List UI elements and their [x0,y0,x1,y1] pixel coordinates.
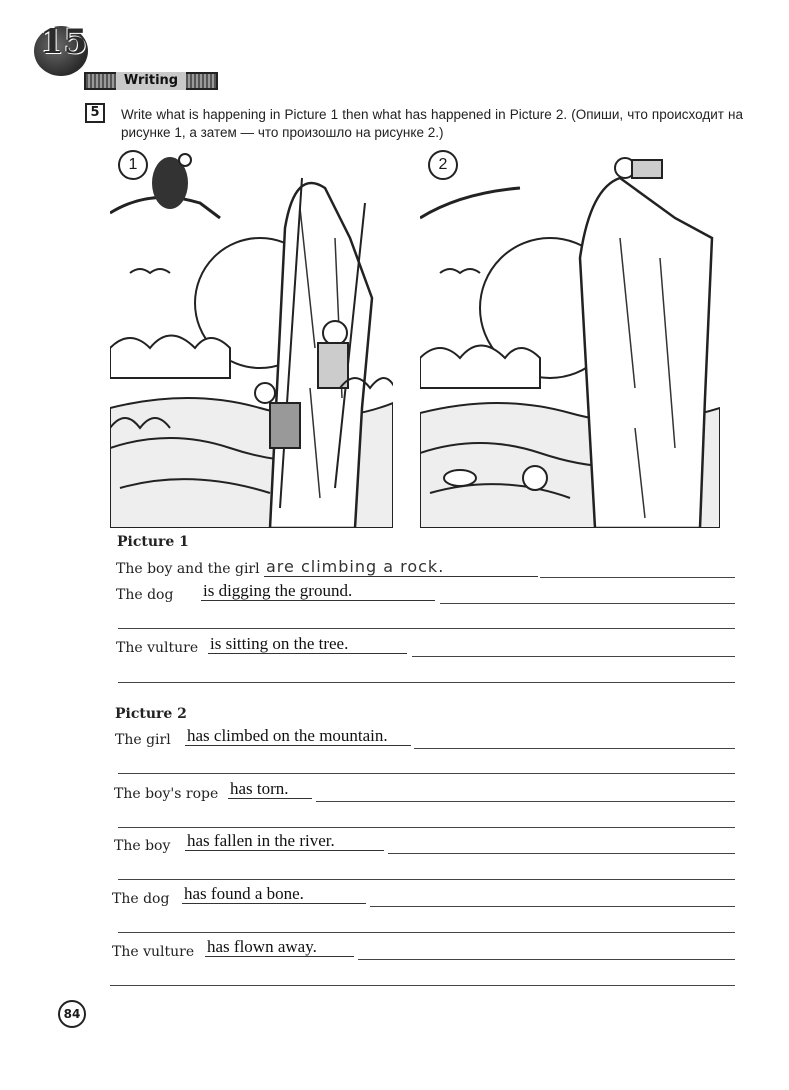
writing-line [110,985,735,986]
picture-2-heading: Picture 2 [115,706,187,722]
picture-2-row-2-answer[interactable]: has torn. [228,780,312,799]
writing-line [118,827,735,828]
task-instruction: Write what is happening in Picture 1 then what has happened in Picture 2. (Опиши, что происходит на рисунке 1, а затем — что произошло на рисунке 2.) [121,107,743,140]
writing-line [412,656,735,657]
picture-2-illustration [420,148,720,528]
unit-number: 15 [40,22,88,62]
picture-1-row-2-answer[interactable]: is digging the ground. [201,582,435,601]
picture-2-row-5-answer[interactable]: has flown away. [205,938,354,957]
writing-line [118,879,735,880]
writing-line [118,682,735,683]
picture-2-row-3-prompt: The boy [114,838,171,854]
writing-line [388,853,735,854]
picture-1-illustration [110,148,393,528]
picture-1-row-3-answer[interactable]: is sitting on the tree. [208,635,407,654]
picture-2-row-1-answer[interactable]: has climbed on the mountain. [185,727,411,746]
picture-2-row-1-prompt: The girl [115,732,171,748]
picture-2-row-2-prompt: The boy's rope [114,786,219,802]
picture-2-row-4-prompt: The dog [112,891,170,907]
picture-1-row-1-prompt: The boy and the girl [116,561,260,577]
section-label: Writing [116,72,186,90]
writing-line [414,748,735,749]
writing-line [118,628,735,629]
picture-1-row-2-prompt: The dog [116,587,174,603]
picture-1-row-1-answer[interactable]: are climbing a rock. [264,558,538,577]
picture-1-number: 1 [118,150,148,180]
picture-1-row-3-prompt: The vulture [116,640,199,656]
picture-2-number: 2 [428,150,458,180]
task-number: 5 [85,103,105,123]
picture-2-row-4-answer[interactable]: has found a bone. [182,885,366,904]
writing-line [540,577,735,578]
picture-2-row-5-prompt: The vulture [112,944,195,960]
writing-line [316,801,735,802]
page-number: 84 [58,1000,86,1028]
writing-line [370,906,735,907]
picture-1-heading: Picture 1 [117,534,189,550]
writing-line [118,773,735,774]
picture-2-row-3-answer[interactable]: has fallen in the river. [185,832,384,851]
writing-line [440,603,735,604]
writing-line [118,932,735,933]
writing-line [358,959,735,960]
